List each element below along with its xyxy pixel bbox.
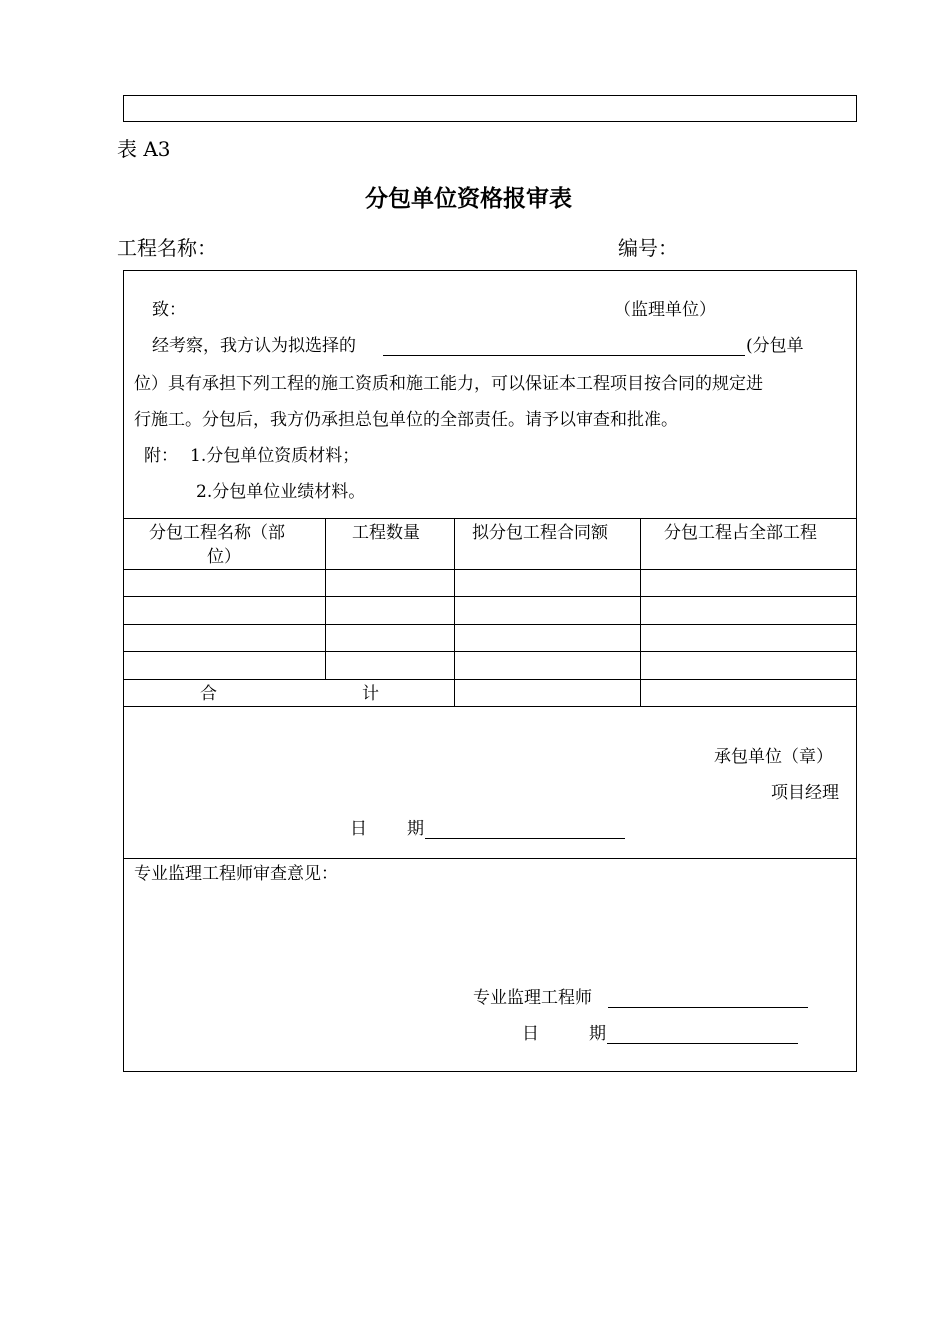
review-date-label-1: 日 <box>522 1024 539 1044</box>
header-subproject-name: 分包工程名称（部 <box>149 523 285 543</box>
table-row-rule <box>123 624 856 625</box>
top-empty-box <box>123 95 857 122</box>
table-row-rule <box>123 596 856 597</box>
number-label: 编号： <box>618 236 678 260</box>
table-col-rule <box>454 518 455 706</box>
table-row-rule <box>123 651 856 652</box>
review-section-rule <box>123 858 856 859</box>
header-share-of-total: 分包工程占全部工程 <box>664 523 817 543</box>
contractor-date-label-2: 期 <box>407 819 424 839</box>
review-engineer-label: 专业监理工程师 <box>473 988 592 1008</box>
table-col-rule <box>325 518 326 679</box>
review-date-label-2: 期 <box>589 1024 606 1044</box>
header-subproject-name-cont: 位） <box>207 547 241 567</box>
total-label-1: 合 <box>200 684 217 704</box>
contractor-date-underline <box>425 838 625 839</box>
table-row-rule <box>123 569 856 570</box>
header-quantity: 工程数量 <box>352 523 420 543</box>
table-col-rule <box>640 518 641 706</box>
page-title: 分包单位资格报审表 <box>365 185 572 212</box>
subcontractor-name-underline <box>383 355 745 356</box>
letter-line1-prefix: 经考察，我方认为拟选择的 <box>152 336 356 356</box>
review-engineer-underline <box>608 1007 808 1008</box>
contractor-unit-stamp: 承包单位（章） <box>714 747 833 767</box>
table-bottom-rule <box>123 706 856 707</box>
contractor-date-label-1: 日 <box>350 819 367 839</box>
table-row-rule <box>123 679 856 680</box>
header-contract-amount: 拟分包工程合同额 <box>472 523 608 543</box>
total-label-2: 计 <box>362 684 379 704</box>
attachment-label: 附： <box>144 446 178 466</box>
review-opinion-label: 专业监理工程师审查意见： <box>134 864 338 884</box>
letter-line1-suffix: (分包单 <box>746 336 804 356</box>
project-manager-label: 项目经理 <box>771 783 839 803</box>
attachment-2: 2.分包单位业绩材料。 <box>196 482 366 502</box>
table-top-rule <box>123 518 856 519</box>
review-date-underline <box>607 1043 798 1044</box>
letter-line2: 位）具有承担下列工程的施工资质和施工能力，可以保证本工程项目按合同的规定进 <box>134 374 763 394</box>
table-code: 表 A3 <box>117 137 171 161</box>
attachment-1: 1.分包单位资质材料； <box>190 446 360 466</box>
letter-line3: 行施工。分包后，我方仍承担总包单位的全部责任。请予以审查和批准。 <box>134 410 678 430</box>
supervisor-unit-label: （监理单位） <box>614 300 716 320</box>
to-label: 致： <box>152 300 186 320</box>
project-name-label: 工程名称： <box>117 236 217 260</box>
